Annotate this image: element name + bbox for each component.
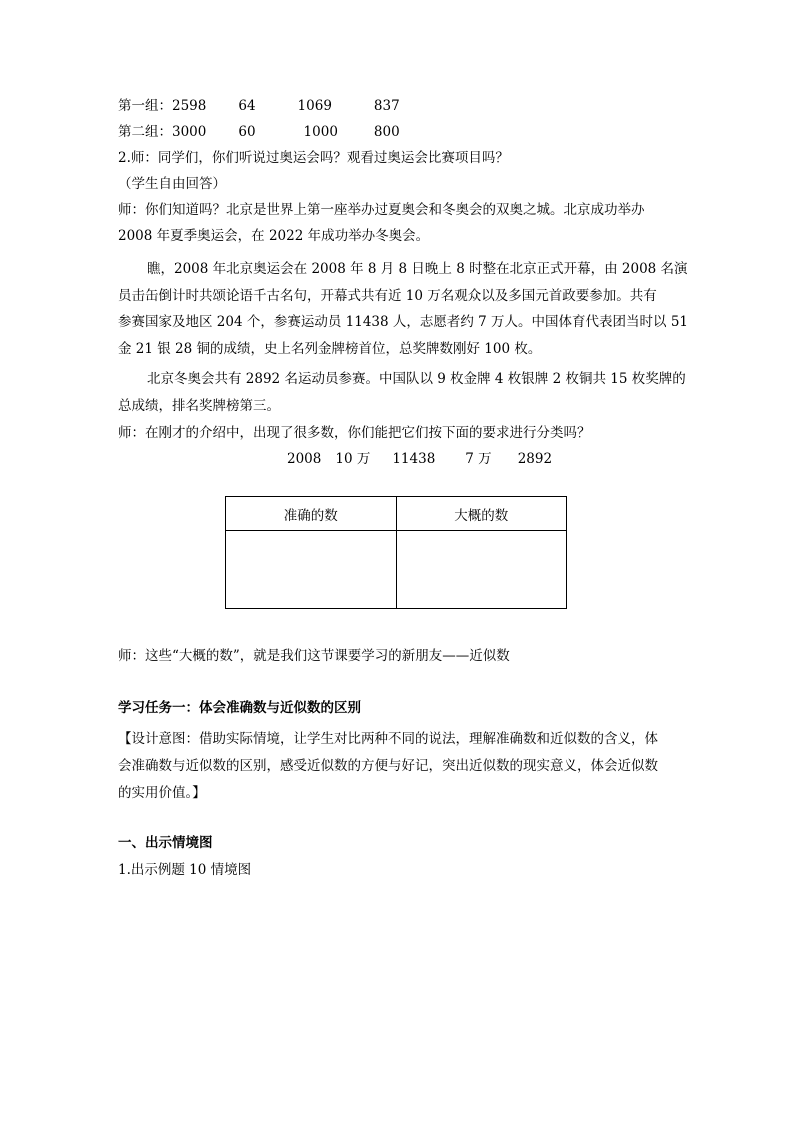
number-item: 11438 (392, 451, 436, 467)
section-heading: 一、出示情境图 (118, 835, 213, 851)
teacher-line: 师：你们知道吗？北京是世界上第一座举办过夏奥会和冬奥会的双奥之城。北京成功举办 (118, 202, 645, 218)
group1-value: 2598 (172, 98, 207, 114)
paragraph-line: 金 21 银 28 铜的成绩，史上名列金牌榜首位，总奖牌数刚好 100 枚。 (118, 341, 542, 357)
number-item: 7 万 (465, 451, 492, 467)
group2-label: 第二组： (118, 124, 172, 140)
design-intent-line: 的实用价值。】 (118, 785, 206, 801)
group1-value: 64 (238, 98, 256, 114)
group1-label: 第一组： (118, 98, 172, 114)
number-item: 2892 (517, 451, 553, 467)
teacher-line: 2008 年夏季奥运会，在 2022 年成功举办冬奥会。 (118, 228, 430, 244)
group2-value: 1000 (303, 124, 338, 140)
table-cell-approx (396, 531, 567, 609)
paragraph-line: 参赛国家及地区 204 个，参赛运动员 11438 人，志愿者约 7 万人。中国体育代表团当时以 51 (118, 314, 689, 330)
group2-value: 3000 (172, 124, 207, 140)
group2-value: 60 (238, 124, 256, 140)
number-item: 10 万 (335, 451, 371, 467)
paragraph-line: 总成绩，排名奖牌榜第三。 (118, 398, 280, 414)
section-item: 1.出示例题 10 情境图 (118, 862, 252, 878)
table-header-exact: 准确的数 (226, 497, 397, 531)
paragraph-line: 北京冬奥会共有 2892 名运动员参赛。中国队以 9 枚金牌 4 枚银牌 2 枚铜共 15 枚奖牌的 (147, 371, 686, 387)
student-answer: （学生自由回答） (118, 176, 226, 192)
classification-table (225, 496, 567, 609)
number-item: 2008 (287, 451, 322, 467)
task-title: 学习任务一：体会准确数与近似数的区别 (118, 700, 361, 716)
paragraph-line: 员击缶倒计时共颂论语千古名句，开幕式共有近 10 万名观众以及多国元首政要参加。共有 (118, 288, 657, 304)
question-2: 2.师：同学们，你们听说过奥运会吗？观看过奥运会比赛项目吗？ (118, 150, 509, 166)
group1-value: 1069 (297, 98, 332, 114)
group2-row (118, 123, 400, 141)
design-intent-line: 会准确数与近似数的区别，感受近似数的方便与好记，突出近似数的现实意义，体会近似数 (118, 758, 658, 774)
group2-value: 800 (373, 124, 400, 140)
design-intent-line: 【设计意图：借助实际情境，让学生对比两种不同的说法，理解准确数和近似数的含义，体 (118, 731, 658, 747)
table-header-approx: 大概的数 (396, 497, 567, 531)
table-cell-exact (226, 531, 397, 609)
teacher-question: 师：在刚才的介绍中，出现了很多数，你们能把它们按下面的要求进行分类吗？ (118, 425, 591, 441)
group1-value: 837 (373, 98, 400, 114)
group1-row (118, 97, 400, 115)
teacher-statement: 师：这些“大概的数”，就是我们这节课要学习的新朋友——近似数 (118, 648, 510, 664)
numbers-row (287, 450, 552, 468)
paragraph-line: 瞧，2008 年北京奥运会在 2008 年 8 月 8 日晚上 8 时整在北京正式开幕，由 2008 名演 (147, 261, 688, 277)
